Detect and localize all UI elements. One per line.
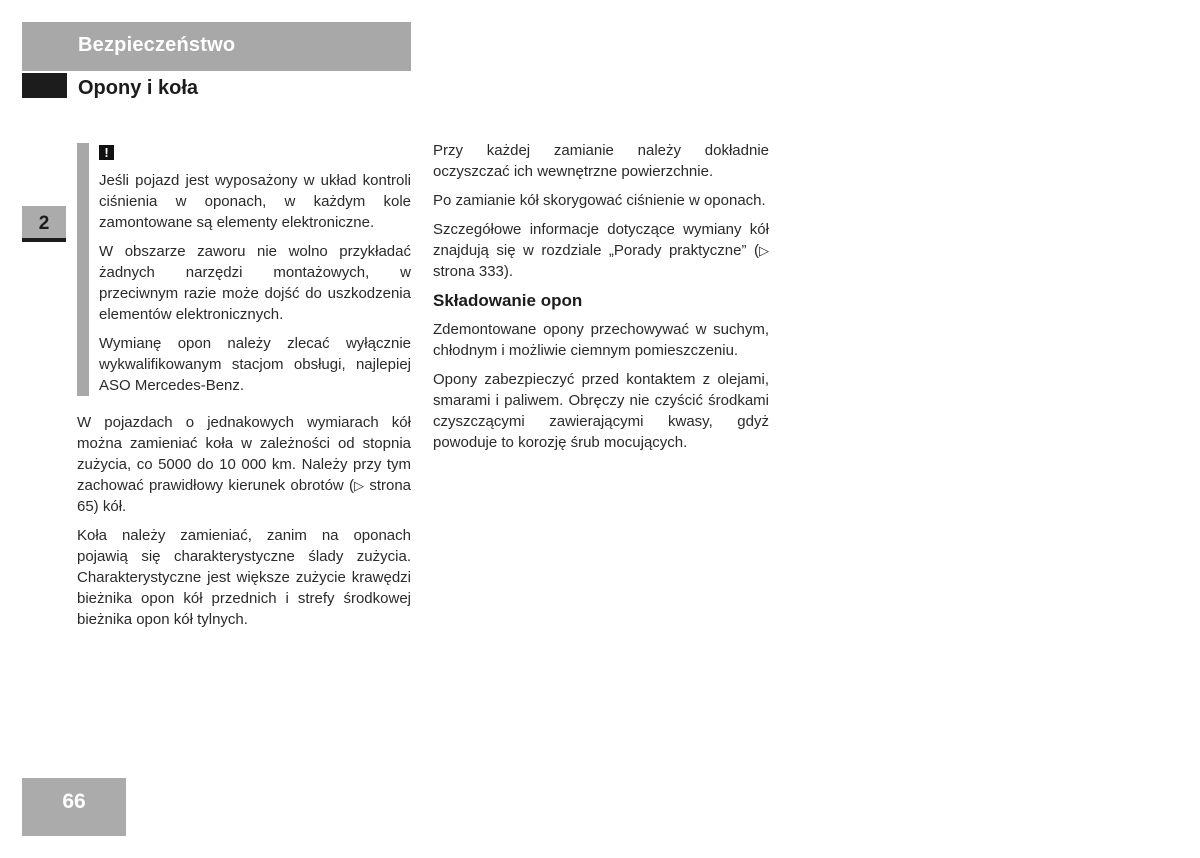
details-paragraph bbox=[433, 219, 769, 282]
warning-text bbox=[99, 170, 411, 404]
warning-bar bbox=[77, 143, 89, 396]
pressure-paragraph: Po zamianie kół skorygować ciśnienie w oponach. bbox=[433, 192, 766, 209]
section-title: Bezpieczeństwo bbox=[78, 34, 236, 56]
warning-paragraph: Wymianę opon należy zlecać wyłącznie wykwalifikowanym stacjom obsługi, najlepiej ASO Mercedes-Benz. bbox=[99, 335, 411, 394]
right-column bbox=[433, 140, 769, 461]
page-ref-arrow-icon: ▷ bbox=[759, 243, 769, 258]
page-number: 66 bbox=[62, 790, 86, 813]
warning-paragraph: W obszarze zaworu nie wolno przykładać żadnych narzędzi montażowych, w przeciwnym razie może dojść do uszkodzenia elementów elektronicznych. bbox=[99, 243, 411, 323]
details-text: Szczegółowe informacje dotyczące wymiany kół znajdują się w rozdziale „Porady praktyczne” bbox=[433, 221, 769, 259]
ref-open: ( bbox=[349, 477, 355, 494]
exclamation-icon: ! bbox=[99, 145, 114, 160]
cleaning-paragraph: Przy każdej zamianie należy dokładnie oczyszczać ich wewnętrzne powierzchnie. bbox=[433, 142, 769, 180]
chapter-underline bbox=[22, 238, 66, 242]
ref-open: ( bbox=[754, 242, 759, 259]
wear-paragraph: Koła należy zamieniać, zanim na oponach pojawią się charakterystyczne ślady zużycia. Charakterystyczne jest większe zużycie krawędzi bieżnika opon kół przednich i strefy środkowej bieżnika opon kół tylnych. bbox=[77, 527, 411, 628]
page-ref-arrow-icon: ▷ bbox=[354, 478, 365, 493]
page-number-box bbox=[22, 778, 126, 836]
protection-paragraph: Opony zabezpieczyć przed kontaktem z olejami, smarami i paliwem. Obręczy nie czyścić środkami czyszczącymi zawierającymi kwasy, gdyż powoduje to korozję śrub mocujących. bbox=[433, 371, 769, 451]
rotation-text: W pojazdach o jednakowych wymiarach kół można zamieniać koła w zależności od stopnia zużycia, co 5000 do 10 000 km. Należy przy tym zachować prawidłowy kierunek obrotów bbox=[77, 414, 411, 494]
ref-text: strona 65) kół. bbox=[77, 477, 412, 515]
left-column bbox=[77, 412, 411, 638]
rotation-paragraph bbox=[77, 412, 411, 517]
section-header bbox=[22, 22, 411, 71]
storage-heading: Składowanie opon bbox=[433, 291, 583, 310]
warning-box bbox=[77, 143, 413, 396]
page-subtitle: Opony i koła bbox=[78, 77, 199, 99]
subtitle-marker bbox=[22, 73, 67, 98]
warning-paragraph: Jeśli pojazd jest wyposażony w układ kontroli ciśnienia w oponach, w każdym kole zamontowane są elementy elektroniczne. bbox=[99, 172, 411, 231]
ref-text: strona 333). bbox=[433, 263, 514, 280]
chapter-tab bbox=[22, 206, 66, 242]
chapter-number: 2 bbox=[22, 206, 66, 238]
storage-paragraph: Zdemontowane opony przechowywać w suchym, chłodnym i możliwie ciemnym pomieszczeniu. bbox=[433, 321, 769, 359]
